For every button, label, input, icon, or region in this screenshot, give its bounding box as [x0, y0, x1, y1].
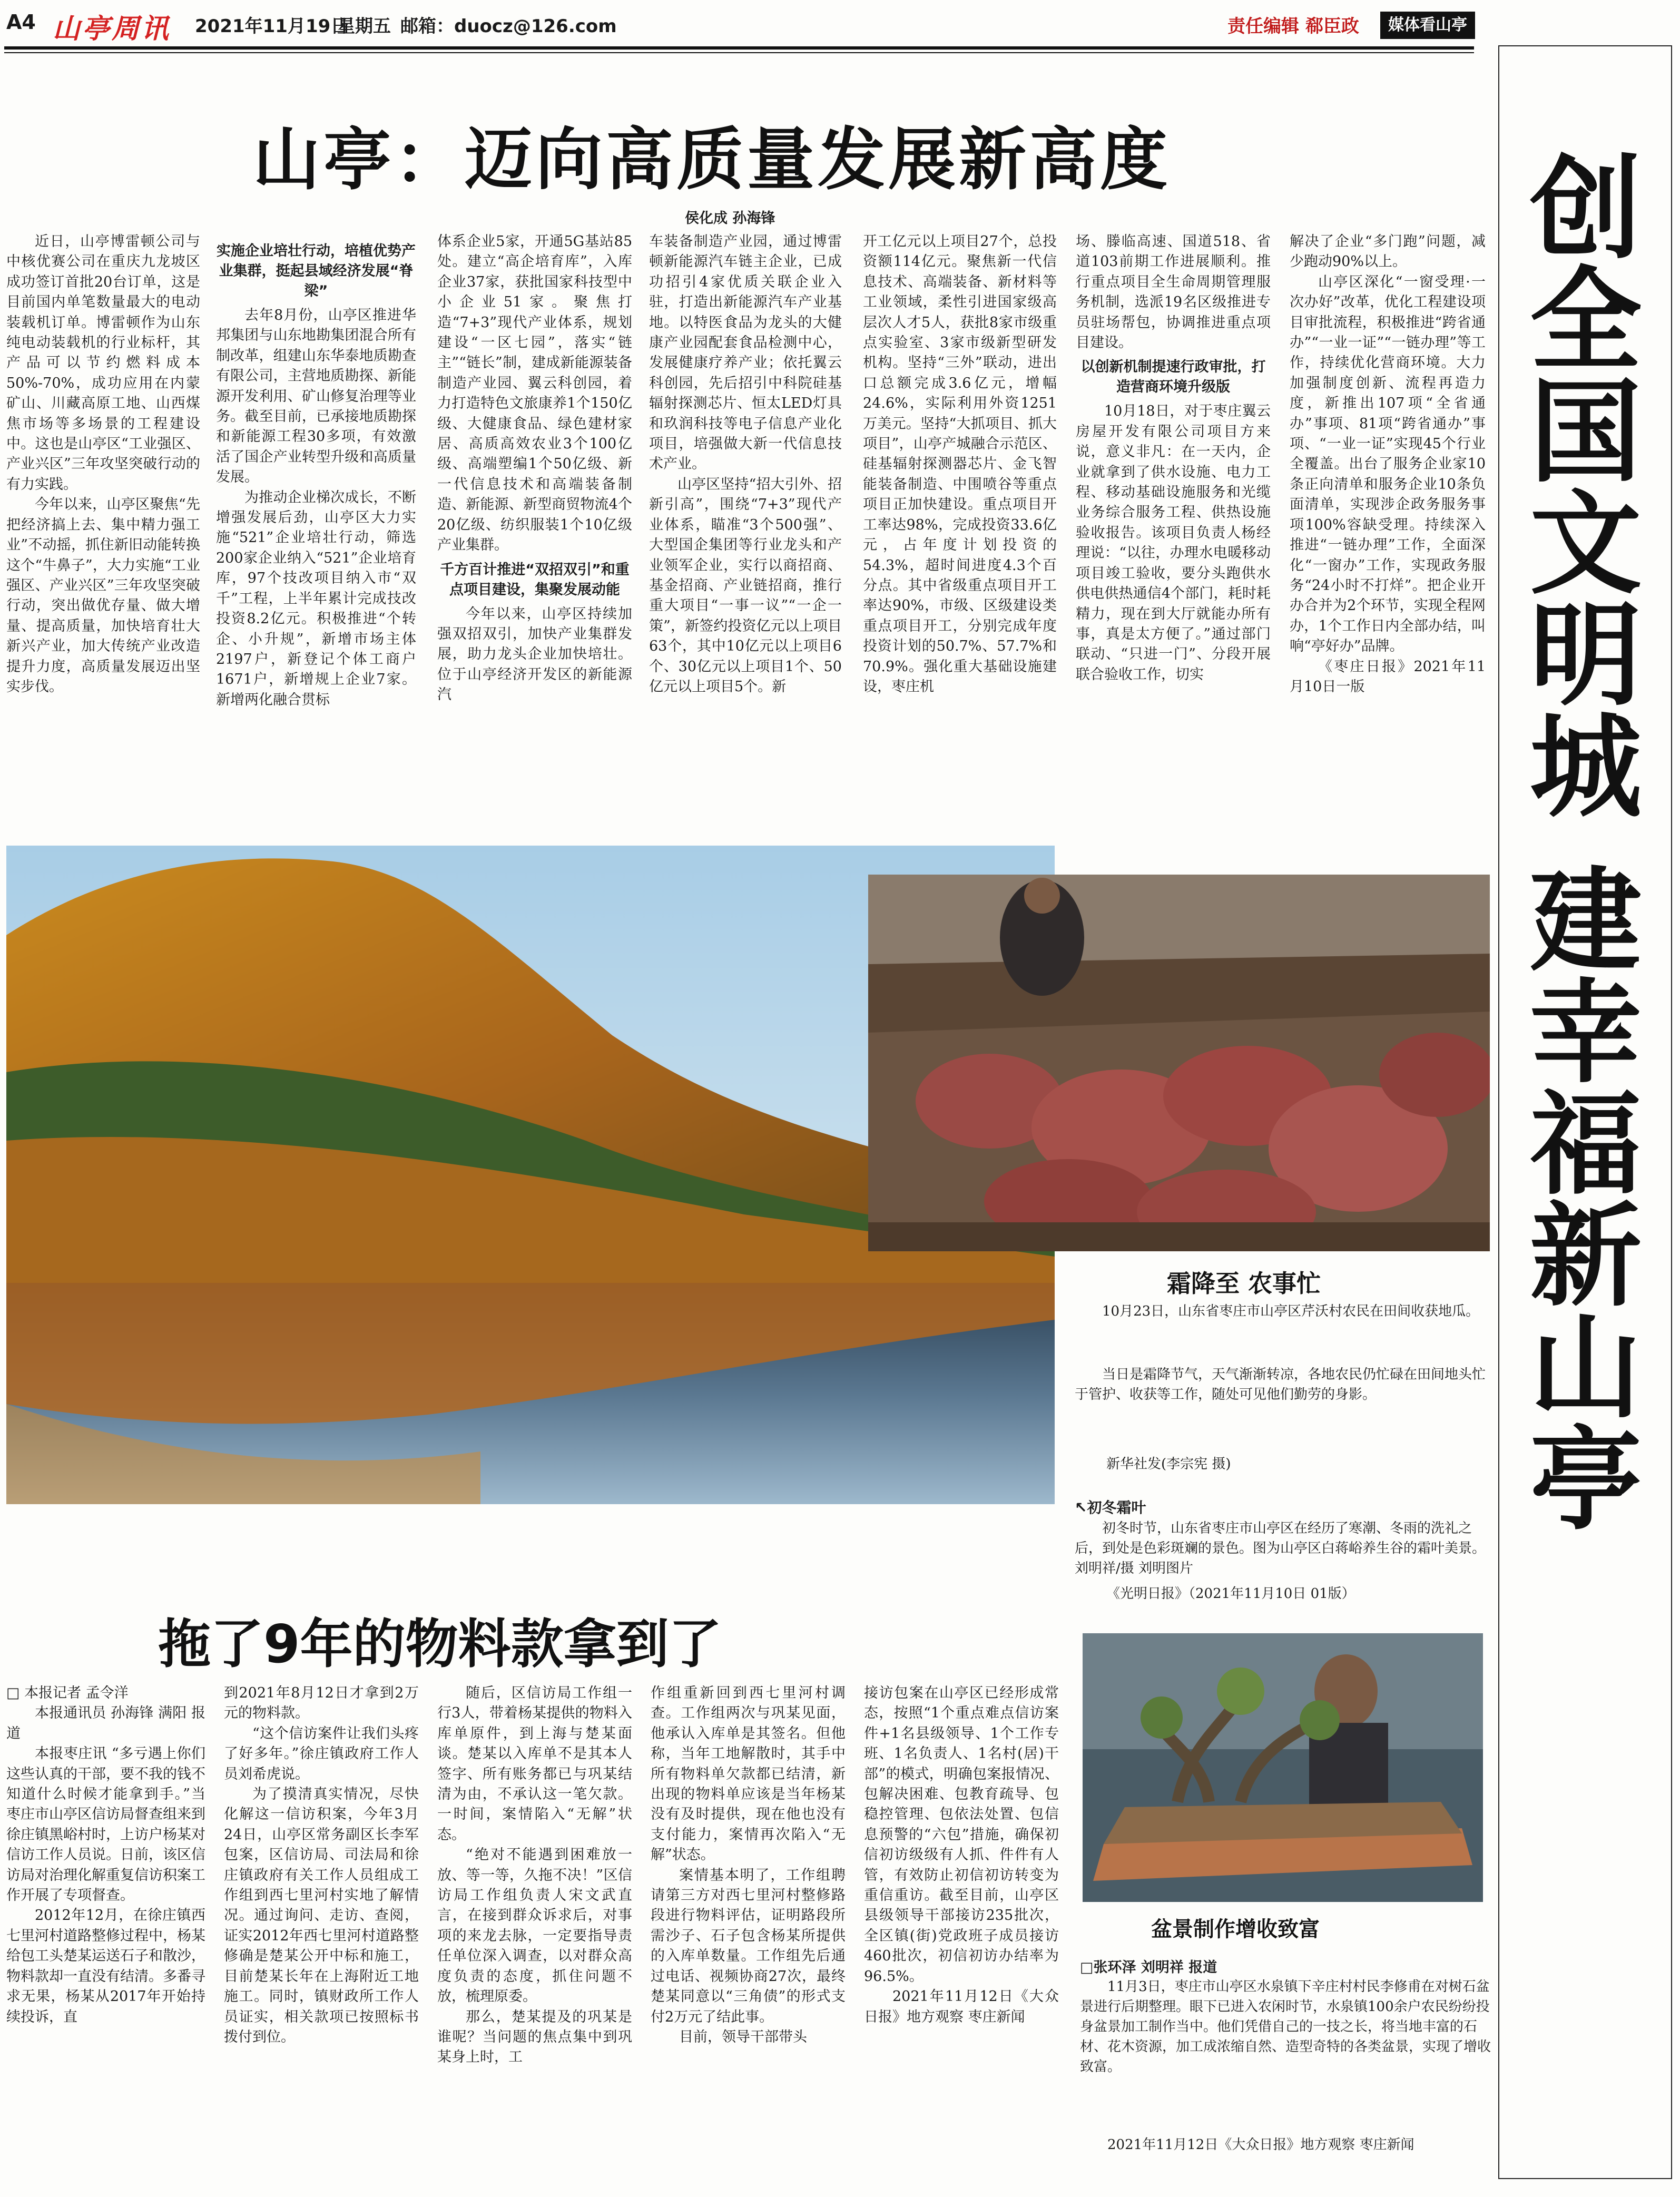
article1-column-7: 解决了企业“多门跑”问题，减少跑动90%以上。 山亭区深化“一窗受理·一次办好”改革，优化工程建设项目审批流程，积极推进“跨省通办”“一业一证”“一链办理”等工作，持续优化营商环境。大力加强制度创新、流程再造力度，新推出107项“全省通办”事项、81项“跨省通办”事项、“一业一证”实现45个行业全覆盖。出台了服务企业家10条正向清单和服务企业10条负面清单，实现涉企政务服务事项100%容缺受理。持续深入推进“一链办理”工作，全面深化“一窗办”工作，实现政务服务“24小时不打烊”。把企业开办合并为2个环节，实现全程网办，1个工作日内全部办结，叫响“亭好办”品牌。 《枣庄日报》2021年11月10日一版: [1290, 232, 1486, 832]
bonsai-title: 盆景制作增收致富: [1151, 1917, 1320, 1941]
frost-title: ↖初冬霜叶: [1075, 1499, 1146, 1516]
page-number: A4: [6, 11, 36, 34]
slogan-char: 创: [1530, 143, 1642, 274]
vertical-slogan: [1522, 143, 1649, 1545]
section-badge: 媒体看山亭: [1380, 12, 1475, 39]
harvest-caption-2: 当日是霜降节气，天气渐渐转凉，各地农民仍忙碌在田间地头忙于管护、收获等工作，随处可见他们勤劳的身影。: [1075, 1367, 1486, 1402]
article1-column-6: 场、滕临高速、国道518、省道103前期工作进展顺利。推行重点项目全生命周期管理服务机制，选派19名区级推进专员驻场帮包，协调推进重点项目建设。 以创新机制提速行政审批，打造营商环境升级版 10月18日，对于枣庄翼云房屋开发有限公司项目方来说，意义非凡：在一天内，企业就拿到了供水设施、电力工程、移动基础设施服务和光缆业务综合服务工程、供热设施验收报告。该项目负责人杨经理说：“以往，办理水电暖移动项目竣工验收，要分头跑供水供电供热通信4个部门，耗时耗精力，现在到大厅就能办所有事，真是太方便了。”通过部门联动、“只进一门”、分段开展联合验收工作，切实: [1076, 233, 1271, 683]
article2-title: 拖了9年的物料款拿到了: [158, 1613, 722, 1675]
article1-column-1: 近日，山亭博雷顿公司与中核优赛公司在重庆九龙坡区成功签订首批20台订单，这是目前国内单笔数量最大的电动装载机订单。博雷顿作为山东纯电动装载机的行业标杆，其产品可以节约燃料成本50%-70%，成功应用在内蒙矿山、川藏高原工地、山西煤焦市场等多场景的工程建设中。这也是山亭区“工业强区、产业兴区”三年攻坚突破行动的有力实践。 今年以来，山亭区聚焦“先把经济搞上去、集中精力强工业”不动摇，抓住新旧动能转换这个“牛鼻子”，大力实施“工业强区、产业兴区”三年攻坚突破行动，突出做优存量、做大增量、提高质量，加快培育壮大新兴产业，加大传统产业改造提升力度，高质量发展迈出坚实步伐。: [6, 233, 200, 695]
harvest-photo: [868, 875, 1490, 1251]
article1-title: 山亭：迈向高质量发展新高度: [253, 121, 1171, 199]
slogan-char: 城: [1530, 701, 1642, 832]
slogan-char: 建: [1530, 855, 1642, 986]
header-rule-thin: [4, 52, 1474, 53]
article1-column-2: 实施企业培壮行动，培植优势产业集群，挺起县域经济发展“脊梁” 去年8月份，山亭区推进华邦集团与山东地勘集团混合所有制改革，组建山东华泰地质勘查有限公司，主营地质勘探、新能源开发利用、矿山修复治理等业务。截至目前，已承接地质勘探和新能源工程30多项，有效激活了国企产业转型升级和高质量发展。 为推动企业梯次成长，不断增强发展后劲，山亭区大力实施“521”企业培壮行动，筛选200家企业纳入“521”企业培育库，97个技改项目纳入市“双千”工程，上半年累计完成技改投资8.2亿元。积极推进“个转企、小升规”，新增市场主体2197户，新登记个体工商户1671户，新增规上企业7家。新增两化融合贯标: [216, 232, 416, 832]
masthead-brand: 山亭周讯: [53, 13, 171, 45]
slogan-char: 文: [1530, 478, 1642, 609]
article2-source: 2021年11月12日《大众日报》地方观察 枣庄新闻: [864, 1988, 1059, 2025]
article2-column-2: 到2021年8月12日才拿到2万元的物料款。 “这个信访案件让我们头疼了好多年。”徐庄镇政府工作人员刘希虎说。 为了摸清真实情况，尽快化解这一信访积案，今年3月24日，山亭区常务副区长李军包案，区信访局、司法局和徐庄镇政府有关工作人员组成工作组到西七里河村实地了解情况。通过询问、走访、查阅，证实2012年西七里河村道路整修确是楚某公开中标和施工，目前楚某长年在上海附近工地施工。同时，镇财政所工作人员证实，相关款项已按照标书拨付到位。: [224, 1685, 419, 2045]
article1-subhead-1: 实施企业培壮行动，培植优势产业集群，挺起县域经济发展“脊梁”: [217, 243, 416, 299]
header-rule: [4, 46, 1474, 50]
bonsai-source: 2021年11月12日《大众日报》地方观察 枣庄新闻: [1107, 2137, 1414, 2153]
bonsai-byline: □张环泽 刘明祥 报道: [1080, 1959, 1217, 1976]
article2-column-1: □ 本报记者 孟令洋 本报通讯员 孙海锋 满阳 报道 本报枣庄讯 “多亏遇上你们这些认真的干部，要不我的钱不知道什么时候才能拿到手。”当枣庄市山亭区信访局督查组来到徐庄镇黑峪村时，上访户杨某对信访工作人员说。日前，该区信访局对治理化解重复信访积案工作开展了专项督查。 2012年12月，在徐庄镇西七里河村道路整修过程中，杨某给包工头楚某运送石子和散沙，物料款却一直没有结清。多番寻求无果，杨某从2017年开始持续投诉，直: [6, 1683, 205, 2184]
responsible-editor: 责任编辑 郗臣政: [1227, 16, 1359, 37]
article1-source: 《枣庄日报》2021年11月10日一版: [1290, 658, 1486, 695]
article2-column-4: 作组重新回到西七里河村调查。工作组两次与巩某见面，他承认入库单是其签名。但他称，当年工地解散时，其手中所有物料单欠款都已结清，新出现的物料单应该是当年杨某没有及时提供，现在他也没有支付能力，案情再次陷入“无解”状态。 案情基本明了，工作组聘请第三方对西七里河村整修路段进行物料评估，证明路段所需沙子、石子包含杨某所提供的入库单数量。工作组先后通过电话、视频协商27次，最终楚某同意以“三角债”的形式支付2万元了结此事。 目前，领导干部带头: [651, 1685, 846, 2045]
article1-subhead-2: 千方百计推进“双招双引”和重点项目建设，集聚发展动能: [440, 561, 630, 598]
article2-byline-2: 本报通讯员 孙海锋 满阳 报道: [6, 1705, 205, 1742]
harvest-caption-1: 10月23日，山东省枣庄市山亭区芹沃村农民在田间收获地瓜。: [1102, 1303, 1480, 1319]
article2-byline-1: □ 本报记者 孟令洋: [6, 1685, 129, 1701]
slogan-char: 福: [1530, 1078, 1642, 1210]
slogan-char: 明: [1530, 590, 1642, 721]
article2-column-5: 接访包案在山亭区已经形成常态，按照“1个重点难点信访案件+1名县级领导、1个工作专班、1名负责人、1名村(居)干部”的模式，明确包案报情况、包解决困难、包教育疏导、包稳控管理、包依法处置、包信息预警的“六包”措施，确保初信初访级级有人抓、件件有人管，有效防止初信初访转变为重信重访。截至目前，山亭区县级领导干部接访235批次，全区镇(街)党政班子成员接访460批次，初信初访办结率为96.5%。 2021年11月12日《大众日报》地方观察 枣庄新闻: [864, 1683, 1059, 2184]
slogan-char: 国: [1530, 366, 1642, 497]
slogan-char: 幸: [1530, 967, 1642, 1098]
issue-weekday: 星期五: [337, 16, 391, 37]
article1-column-4: 车装备制造产业园，通过博雷顿新能源汽车链主企业，已成功招引4家优质关联企业入驻，打造出新能源汽车产业基地。以特医食品为龙头的大健康产业园配套食品检测中心，发展健康疗养产业；依托翼云科创园，先后招引中科院硅基辐射探测芯片、恒太LED灯具和玖润科技等电子信息产业化项目，培强做大新一代信息技术产业。 山亭区坚持“招大引外、招新引高”，围绕“7+3”现代产业体系，瞄准“3个500强”、大型国企集团等行业龙头和产业领军企业，实行以商招商、基金招商、产业链招商，推行重大项目“一事一议”“一企一策”，新签约投资亿元以上项目63个，其中10亿元以上项目6个、30亿元以上项目1个、50亿元以上项目5个。新: [649, 233, 842, 695]
bonsai-caption: 11月3日，枣庄市山亭区水泉镇下辛庄村村民李修甫在对树石盆景进行后期整理。眼下已进入农闲时节，水泉镇100余户农民纷纷投身盆景加工制作当中。他们凭借自己的一技之长，将当地丰富的石材、花木资源，加工成浓缩自然、造型奇特的各类盆景，实现了增收致富。: [1080, 1979, 1491, 2075]
frost-source: 《光明日报》（2021年11月10日 01版）: [1106, 1586, 1355, 1602]
harvest-title: 霜降至 农事忙: [1167, 1269, 1321, 1298]
harvest-credit: 新华社发(李宗宪 摄): [1106, 1456, 1231, 1472]
slogan-char: 新: [1530, 1190, 1642, 1321]
frost-caption: 初冬时节，山东省枣庄市山亭区在经历了寒潮、冬雨的洗礼之后，到处是色彩斑斓的景色。图为山亭区白蒋峪养生谷的霜叶美景。刘明祥/摄 刘明图片: [1075, 1521, 1486, 1576]
contact-email: 邮箱：duocz@126.com: [400, 16, 617, 37]
slogan-char: 山: [1530, 1302, 1642, 1433]
article1-column-3: 体系企业5家，开通5G基站85处。建立“高企培育库”，入库企业37家，获批国家科技型中小企业51家。聚焦打造“7+3”现代产业体系，规划建设“一区七园”，落实“链主”“链长”制，建成新能源装备制造产业园、翼云科创园，着力打造特色文旅康养1个150亿级、大健康食品、绿色建材家居、高质高效农业3个100亿级、高端塑编1个50亿级、新一代信息技术和高端装备制造、新能源、新型商贸物流4个20亿级、纺织服装1个10亿级产业集群。 千方百计推进“双招双引”和重点项目建设，集聚发展动能 今年以来，山亭区持续加强双招双引，加快产业集群发展，助力龙头企业加快培壮。位于山亭经济开发区的新能源汽: [437, 233, 632, 703]
issue-date: 2021年11月19日: [195, 16, 349, 37]
article1-column-5: 开工亿元以上项目27个，总投资额114亿元。聚焦新一代信息技术、高端装备、新材料等工业领域，柔性引进国家级高层次人才5人，获批8家市级重点实验室、3家市级新型研发机构。坚持“三外”联动，进出口总额完成3.6亿元，增幅24.6%，实际利用外资1251万美元。坚持“大抓项目、抓大项目”，山亭产城融合示范区、硅基辐射探测器芯片、金飞智能装备制造、中围喷谷等重点项目正加快建设。重点项目开工率达98%，完成投资33.6亿元，占年度计划投资的54.3%，超时间进度4.3个百分点。其中省级重点项目开工率达90%，市级、区级建设类重点项目开工，分别完成年度投资计划的50.7%、57.7%和70.9%。强化重大基础设施建设，枣庄机: [863, 233, 1057, 695]
article1-byline: 侯化成 孙海锋: [685, 210, 775, 227]
slogan-char: 全: [1530, 254, 1642, 386]
article2-column-3: 随后，区信访局工作组一行3人，带着杨某提供的物料入库单原件，到上海与楚某面谈。楚某以入库单不是其本人签字、所有账务都已与巩某结清为由，不承认这一笔欠款。一时间，案情陷入“无解”状态。 “绝对不能遇到困难放一放、等一等，久拖不决！”区信访局工作组负责人宋文武直言，在接到群众诉求后，对事项的来龙去脉，一定要指导责任单位深入调查，以对群众高度负责的态度，抓住问题不放，梳理原委。 那么，楚某提及的巩某是谁呢？当问题的焦点集中到巩某身上时，工: [437, 1685, 632, 2066]
slogan-char: 亭: [1530, 1414, 1642, 1545]
article1-subhead-3: 以创新机制提速行政审批，打造营商环境升级版: [1080, 359, 1266, 396]
bonsai-photo: [1083, 1633, 1483, 1902]
